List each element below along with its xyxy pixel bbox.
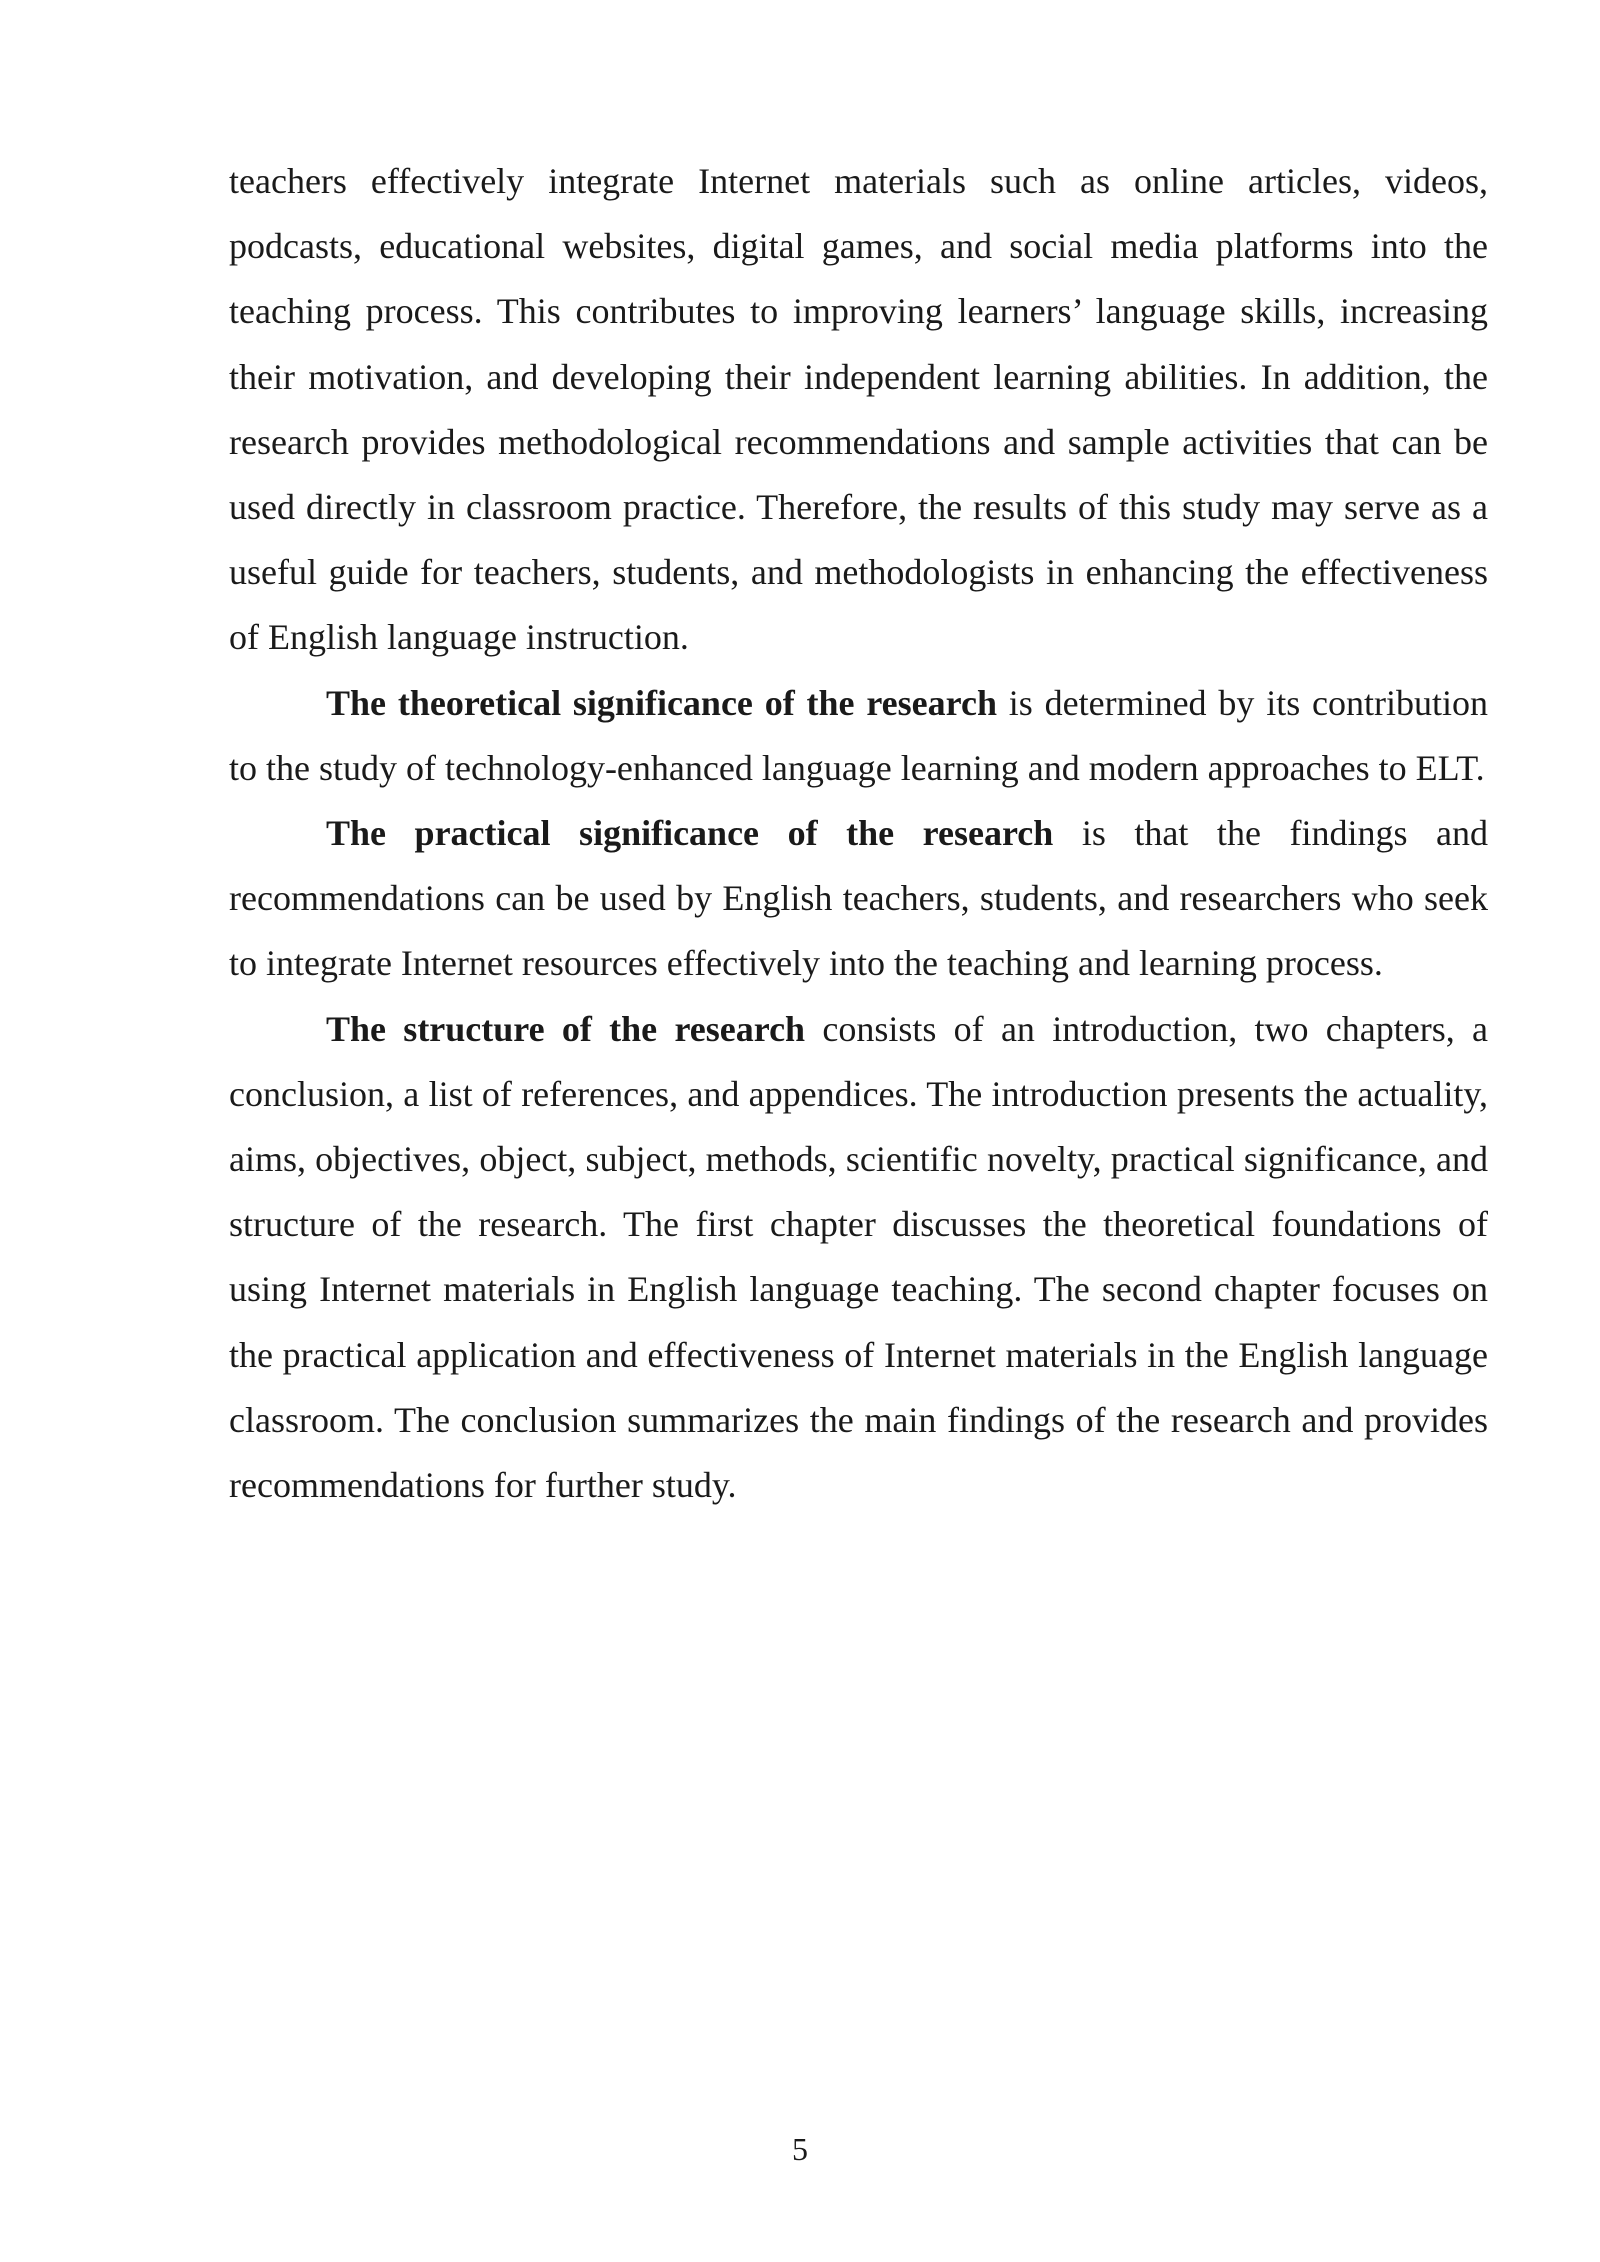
page-number: 5 (792, 2131, 808, 2167)
paragraph-text: is determined by its contribution to the study of technology-enhanced language learning and modern approaches to ELT. (229, 682, 1488, 788)
paragraph-lead-heading: The structure of the research (326, 1008, 806, 1049)
paragraph-theoretical-significance (229, 671, 1488, 801)
paragraph-lead-heading: The practical significance of the research (326, 813, 1054, 854)
paragraph-lead-heading: The theoretical significance of the research (326, 682, 997, 723)
paragraph-practical-significance (229, 801, 1488, 997)
paragraph-text: teachers effectively integrate Internet materials such as online articles, videos, podcasts, educational websites, digital games, and social media platforms into the teaching process. This contributes to improving learners’ language skills, increasing their motivation, and developing their independent learning abilities. In addition, the research provides methodological recommendations and sample activities that can be used directly in classroom practice. Therefore, the results of this study may serve as a useful guide for teachers, students, and methodologists in enhancing the effectiveness of English language instruction. (229, 161, 1488, 658)
paragraph-text: is that the findings and recommendations can be used by English teachers, students, and researchers who seek to integrate Internet resources effectively into the teaching and learning process. (229, 813, 1488, 984)
document-body (229, 149, 1488, 1518)
paragraph-continuation (229, 149, 1488, 671)
paragraph-structure (229, 997, 1488, 1519)
paragraph-text: consists of an introduction, two chapters, a conclusion, a list of references, and appendices. The introduction presents the actuality, aims, objectives, object, subject, methods, scientific novelty, practical significance, and structure of the research. The first chapter discusses the theoretical foundations of using Internet materials in English language teaching. The second chapter focuses on the practical application and effectiveness of Internet materials in the English language classroom. The conclusion summarizes the main findings of the research and provides recommendations for further study. (229, 1008, 1488, 1506)
